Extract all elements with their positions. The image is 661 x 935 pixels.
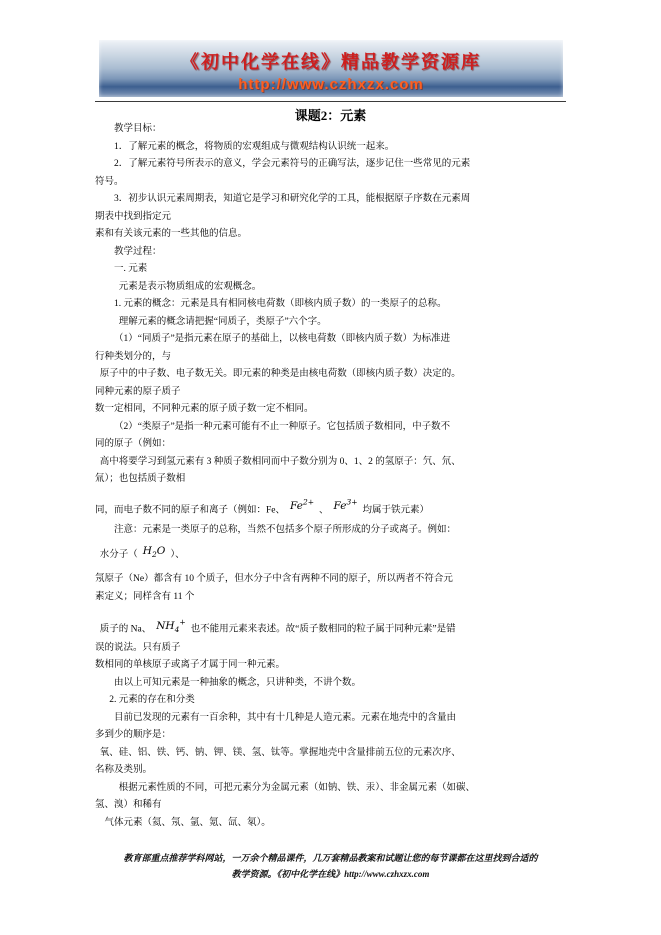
- doc-line: 氧、硅、铝、铁、钙、钠、钾、镁、氢、钛等。掌握地壳中含量排前五位的元素次序、: [99, 747, 461, 758]
- doc-line: 期表中找到指定元: [95, 211, 172, 222]
- doc-line: 同种元素的原子质子: [95, 386, 181, 397]
- doc-line: 氚）；也包括质子数相: [95, 474, 186, 484]
- footer-line1: 教育部重点推荐学科网站，一万余个精品课件，几万套精品教案和试题让您的每节课都在这里找到合适的: [123, 853, 538, 863]
- doc-line: 素定义；同样含有 11 个: [95, 591, 195, 602]
- doc-line: 教学目标：: [114, 124, 162, 134]
- doc-line: 2．了解元素符号所表示的意义，学会元素符号的正确写法，逐步记住一些常见的元素: [114, 159, 471, 169]
- chemical-formula: $NH_4^+$: [156, 617, 186, 634]
- doc-line: 原子中的中子数、电子数无关。即元素的种类是由核电荷数（即核内质子数）决定的。: [99, 369, 461, 379]
- doc-line: 数相同的单核原子或离子才属于同一种元素。: [95, 660, 286, 670]
- footer-line2: [60, 867, 601, 883]
- doc-line: （2）“类原子”是指一种元素可能有不止一种原子。它包括质子数相同，中子数不: [114, 421, 451, 432]
- doc-line: 高中将要学习到氢元素有 3 种质子数相同而中子数分别为 0、1、2 的氢原子：氕、氘、: [99, 456, 461, 467]
- header-divider: [95, 101, 566, 102]
- footer-line2-text: 教学资源。《初中化学在线》: [231, 868, 345, 879]
- doc-line: 气体元素（氦、氖、氩、氪、氙、氡）。: [104, 817, 271, 828]
- doc-line: 1. 元素的概念：元素是具有相同核电荷数（即核内质子数）的一类原子的总称。: [114, 299, 447, 309]
- page-title: 课题2：元素: [294, 108, 367, 123]
- doc-line: 名称及类别。: [95, 765, 153, 775]
- doc-line: 行种类划分的，与: [95, 351, 172, 362]
- banner-title: 《初中化学在线》精品教学资源库: [181, 52, 481, 72]
- doc-line: 氢、溴）和稀有: [95, 800, 162, 810]
- document-body: [95, 121, 581, 832]
- footer-url: http://www.czhxzx.com: [344, 868, 430, 879]
- doc-line: （1）“同质子”是指元素在原子的基础上，以核电荷数（即核内质子数）为标准进: [114, 334, 451, 344]
- doc-line: 3．初步认识元素周期表，知道它是学习和研究化学的工具，能根据原子序数在元素周: [114, 194, 471, 204]
- banner-image: [99, 40, 563, 97]
- doc-line: 目前已发现的元素有一百余种，其中有十几种是人造元素。元素在地壳中的含量由: [114, 712, 457, 723]
- banner-url: http://www.czhxzx.com: [238, 76, 424, 93]
- doc-line: 水分子（ $H_2O$ ）、: [99, 544, 185, 560]
- doc-line: 元素是表示物质组成的宏观概念。: [118, 281, 262, 292]
- chemical-formula: $H_2O$: [142, 544, 166, 559]
- doc-line: 根据元素性质的不同，可把元素分为金属元素（如钠、铁、汞）、非金属元素（如碳、: [118, 782, 476, 793]
- doc-line: 同，而电子数不同的原子和离子（例如：Fe、 $Fe^{2+}$、 $Fe^{3+}$均属于铁元素）: [95, 497, 430, 515]
- doc-line: 同的原子（例如：: [95, 439, 172, 449]
- doc-line: 氖原子（Ne）都含有 10 个质子，但水分子中含有两种不同的原子，所以两者不符合元: [95, 574, 453, 584]
- chemical-formula: $Fe^{3+}$: [333, 497, 358, 512]
- doc-line: 一. 元素: [114, 264, 148, 274]
- doc-line: 由以上可知元素是一种抽象的概念，只讲种类，不讲个数。: [114, 677, 362, 688]
- doc-line: 质子的 Na、 $NH_4^+$也不能用元素来表述。故“质子数相同的粒子属于同种元素”是错: [99, 617, 456, 635]
- doc-line: 1．了解元素的概念，将物质的宏观组成与微观结构认识统一起来。: [114, 141, 395, 152]
- doc-line: 注意：元素是一类原子的总称，当然不包括多个原子所形成的分子或离子。例如：: [114, 525, 457, 535]
- doc-line: 数一定相同，不同种元素的原子质子数一定不相同。: [95, 404, 314, 414]
- page-footer: [60, 851, 601, 882]
- doc-line: 教学过程：: [114, 246, 162, 257]
- doc-line: 误的说法。只有质子: [95, 642, 181, 653]
- doc-line: 素和有关该元素的一些其他的信息。: [95, 229, 248, 239]
- chemical-formula: $Fe^{2+}$: [290, 497, 315, 512]
- doc-line: 理解元素的概念请把握“同质子，类原子”六个字。: [118, 316, 327, 327]
- doc-line: 多到少的顺序是：: [95, 730, 172, 740]
- doc-line: 符号。: [95, 176, 124, 187]
- doc-line: 2. 元素的存在和分类: [109, 695, 195, 705]
